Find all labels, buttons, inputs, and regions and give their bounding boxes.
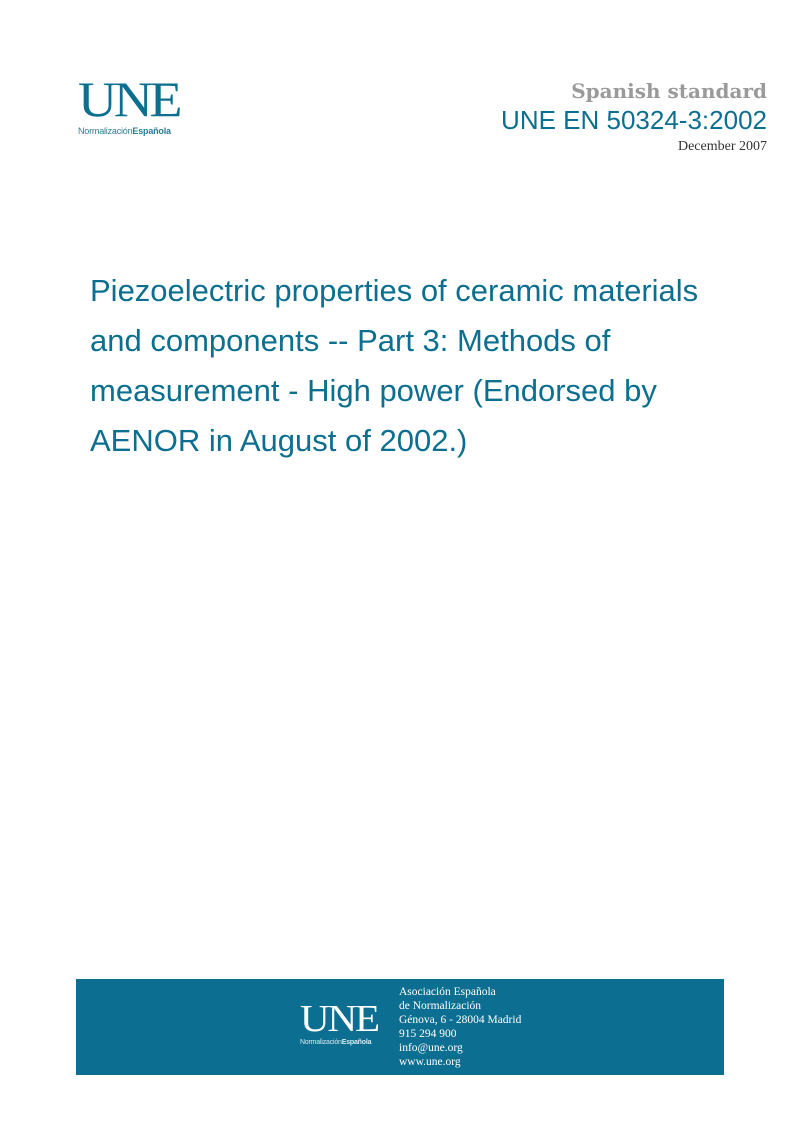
- footer-logo-tagline: [300, 1039, 390, 1046]
- email-link[interactable]: info@une.org: [399, 1042, 463, 1054]
- organization-line-1: Asociación Española: [399, 986, 496, 998]
- footer-logo-tagline-bold: Española: [341, 1039, 372, 1046]
- logo-wordmark: UNE: [78, 71, 180, 127]
- website-link[interactable]: www.une.org: [399, 1056, 461, 1068]
- standard-type: Spanish standard: [571, 79, 767, 103]
- document-title: Piezoelectric properties of ceramic materials and components -- Part 3: Methods of measurement - High power (Endorsed by AENOR in August of 2002.): [90, 273, 699, 458]
- logo-tagline-bold: Española: [132, 126, 171, 136]
- logo-tagline: [78, 126, 198, 136]
- footer-logo-tagline-regular: Normalización: [300, 1039, 342, 1046]
- footer-une-logo: [300, 1000, 390, 1046]
- logo-tagline-regular: Normalización: [78, 126, 133, 136]
- standard-code: UNE EN 50324-3:2002: [501, 105, 767, 135]
- phone: 915 294 900: [399, 1028, 457, 1040]
- address: Génova, 6 - 28004 Madrid: [399, 1014, 522, 1026]
- standard-header: [501, 78, 767, 158]
- une-logo: [78, 71, 198, 136]
- organization-line-2: de Normalización: [399, 1000, 482, 1012]
- footer-band: [76, 979, 724, 1075]
- footer-logo-wordmark: UNE: [300, 998, 378, 1040]
- standard-date: December 2007: [677, 139, 767, 154]
- contact-block: [399, 985, 521, 1069]
